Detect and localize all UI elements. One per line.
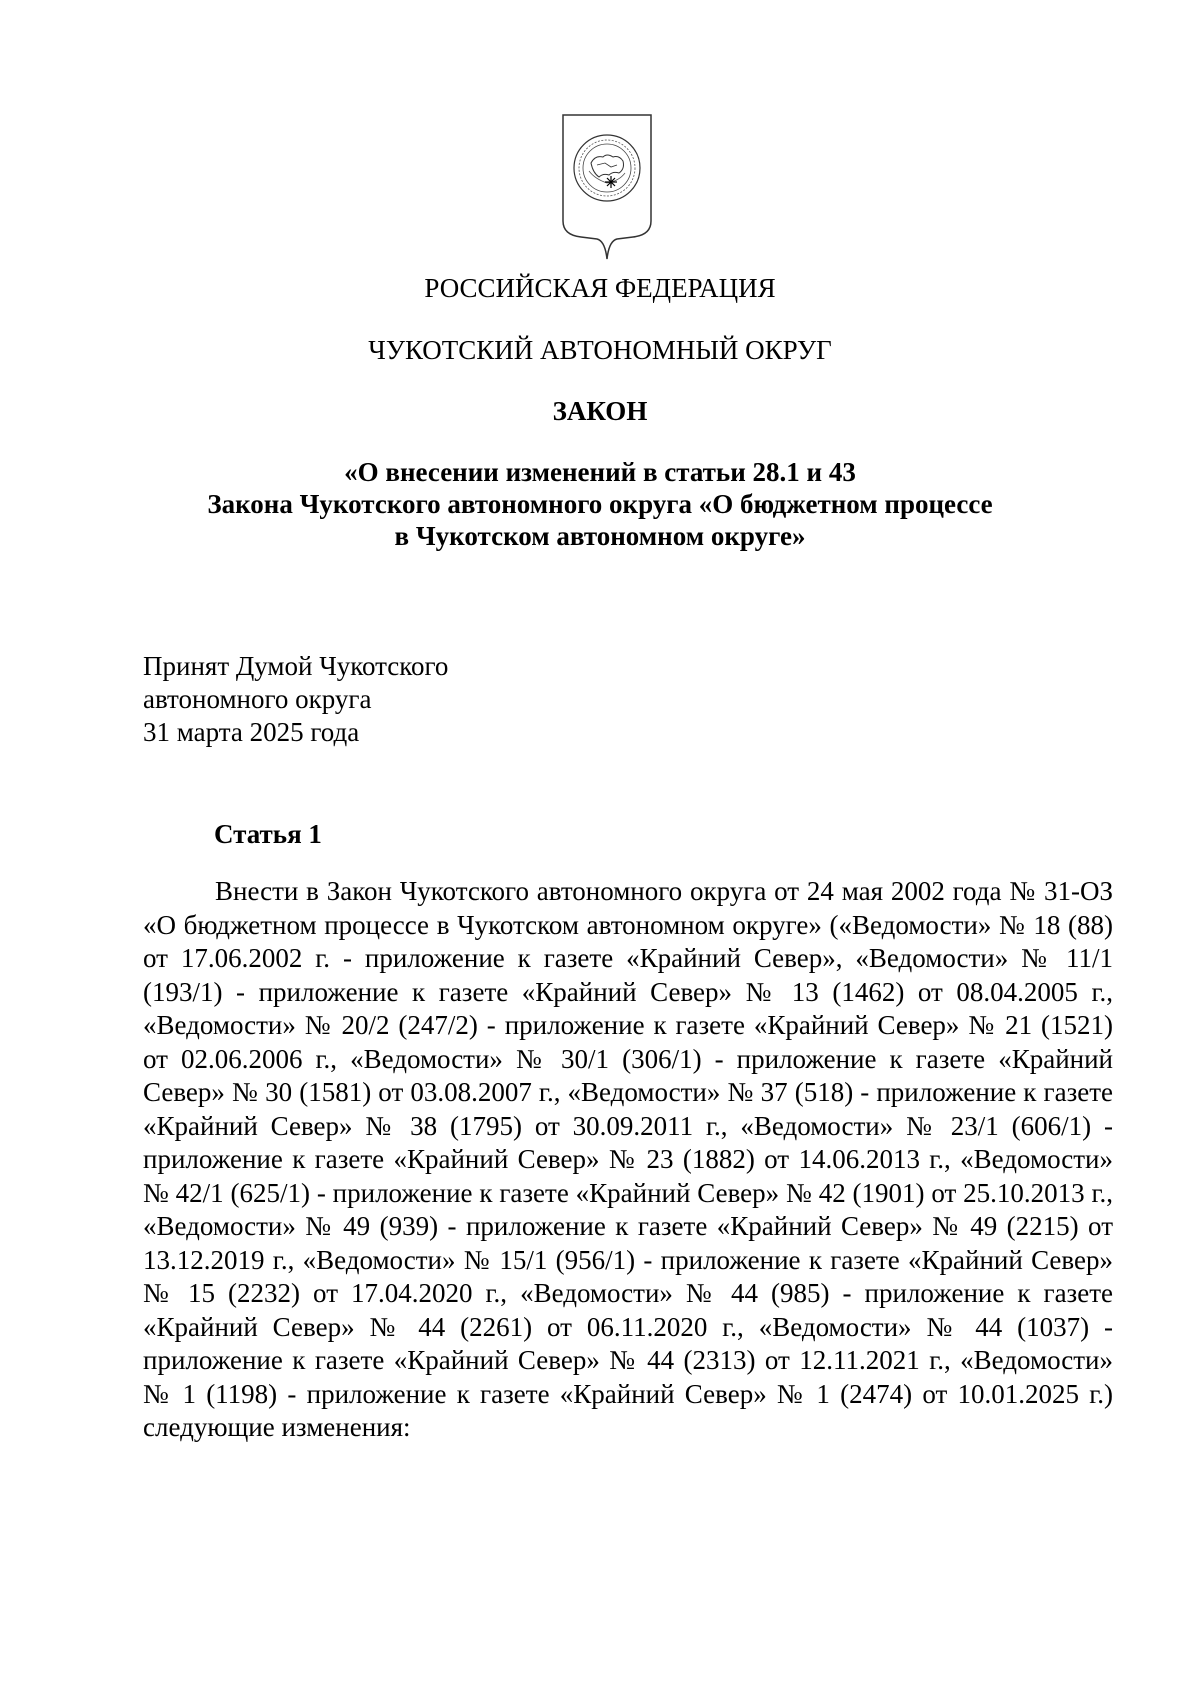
region-heading: ЧУКОТСКИЙ АВТОНОМНЫЙ ОКРУГ — [368, 335, 832, 365]
law-title-line-2: Закона Чукотского автономного округа «О бюджетном процессе — [207, 489, 993, 519]
law-title-line-3: в Чукотском автономном округе» — [394, 521, 806, 551]
law-title-line-1: «О внесении изменений в статьи 28.1 и 43 — [344, 457, 856, 487]
article-title: Статья 1 — [214, 819, 322, 849]
adoption-date: 31 марта 2025 года — [143, 717, 360, 747]
coat-of-arms-emblem — [561, 113, 653, 261]
adoption-line: Принят Думой Чукотского — [143, 651, 449, 681]
document-type: ЗАКОН — [552, 396, 648, 426]
adoption-block — [143, 650, 448, 749]
country-heading: РОССИЙСКАЯ ФЕДЕРАЦИЯ — [424, 273, 776, 303]
article-body-text: Внести в Закон Чукотского автономного округа от 24 мая 2002 года № 31-ОЗ «О бюджетном процессе в Чукотском автономном округе» («Ведомости» № 18 (88) от 17.06.2002 г. - приложение к газете «Крайний Север», «Ведомости» № 11/1 (193/1) - приложение к газете «Крайний Север» № 13 (1462) от 08.04.2005 г., «Ведомости» № 20/2 (247/2) - приложение к газете «Крайний Север» № 21 (1521) от 02.06.2006 г., «Ведомости» № 30/1 (306/1) - приложение к газете «Крайний Север» № 30 (1581) от 03.08.2007 г., «Ведомости» № 37 (518) - приложение к газете «Крайний Север» № 38 (1795) от 30.09.2011 г., «Ведомости» № 23/1 (606/1) - приложение к газете «Крайний Север» № 23 (1882) от 14.06.2013 г., «Ведомости» № 42/1 (625/1) - приложение к газете «Крайний Север» № 42 (1901) от 25.10.2013 г., «Ведомости» № 49 (939) - приложение к газете «Крайний Север» № 49 (2215) от 13.12.2019 г., «Ведомости» № 15/1 (956/1) - приложение к газете «Крайний Север» № 15 (2232) от 17.04.2020 г., «Ведомости» № 44 (985) - приложение к газете «Крайний Север» № 44 (2261) от 06.11.2020 г., «Ведомости» № 44 (1037) - приложение к газете «Крайний Север» № 44 (2313) от 12.11.2021 г., «Ведомости» № 1 (1198) - приложение к газете «Крайний Север» № 1 (2474) от 10.01.2025 г.) следующие изменения: — [143, 876, 1113, 1442]
adoption-line: автономного округа — [143, 684, 372, 714]
